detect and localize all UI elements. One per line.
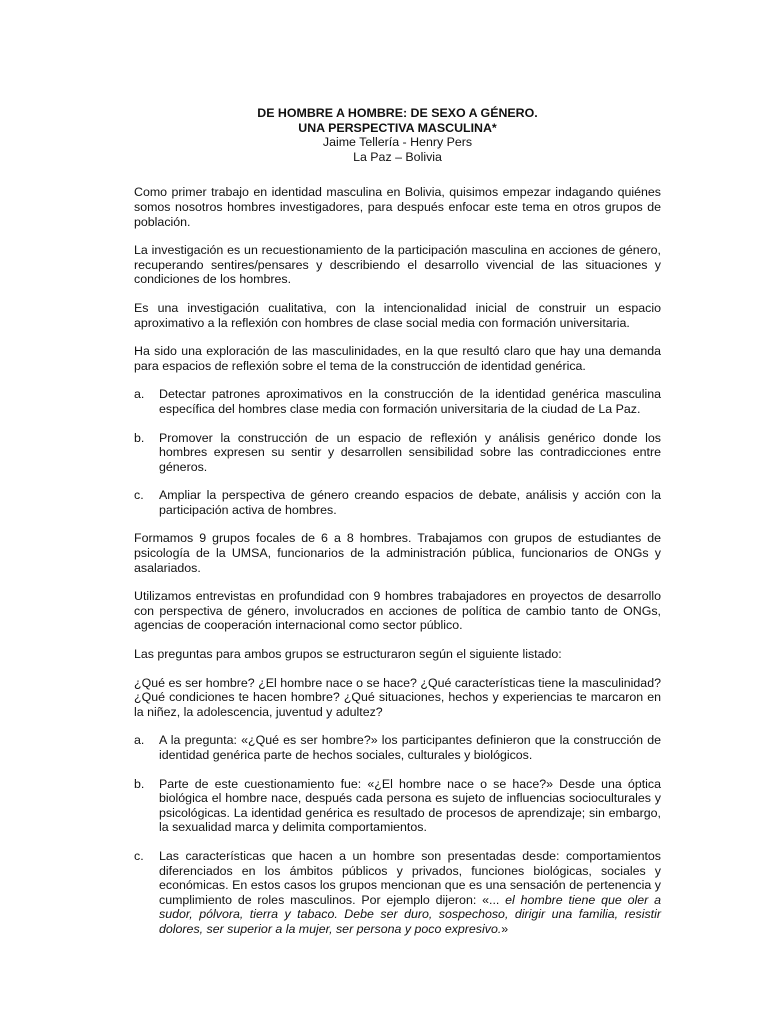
list-marker: b. [134, 776, 145, 791]
list-text: Parte de este cuestionamiento fue: «¿El hombre nace o se hace?» Desde una óptica biológica el hombre nace, después cada persona es sujeto de influencias socioculturales y psicológicas. La identidad genérica es resultado de procesos de aprendizaje; sin embargo, la sexualidad marca y delimita comportamientos. [159, 776, 661, 835]
list-text: Detectar patrones aproximativos en la construcción de la identidad genérica masculina específica del hombres clase media con formación universitaria de la ciudad de La Paz. [159, 387, 661, 416]
paragraph-qualitative: Es una investigación cualitativa, con la intencionalidad inicial de construir un espacio aproximativo a la reflexión con hombres de clase social media con formación universitaria. [134, 300, 661, 330]
list-text-quote: el hombre tiene que oler a sudor, pólvora, tierra y tabaco. Debe ser duro, sospechoso, dirigir una familia, resistir dolores, ser superior a la mujer, ser persona y poco expresivo. [159, 892, 662, 936]
paragraph-investigation: La investigación es un recuestionamiento de la participación masculina en acciones de género, recuperando sentires/pensares y describiendo el desarrollo vivencial de las situaciones y condiciones de los hombres. [134, 243, 661, 287]
paragraph-interviews: Utilizamos entrevistas en profundidad con 9 hombres trabajadores en proyectos de desarrollo con perspectiva de género, involucrados en acciones de política de cambio tanto de ONGs, agencias de cooperación internacional como sector público. [134, 589, 661, 633]
title-line-2: UNA PERSPECTIVA MASCULINA* [298, 120, 497, 135]
list-marker: c. [134, 848, 144, 863]
list-item [134, 733, 661, 762]
list-item [134, 488, 661, 517]
place: La Paz – Bolivia [353, 149, 442, 164]
list-marker: c. [134, 488, 144, 503]
paragraph-questions-intro: Las preguntas para ambos grupos se estructuraron según el siguiente listado: [134, 647, 562, 662]
list-item [134, 387, 661, 416]
list-text-close: » [501, 921, 509, 936]
document-page [134, 106, 661, 951]
list-text: Ampliar la perspectiva de género creando espacios de debate, análisis y acción con la participación activa de hombres. [159, 488, 661, 517]
list-text: Promover la construcción de un espacio de reflexión y análisis genérico donde los hombres expresen su sentir y desarrollen sensibilidad sobre las contradicciones entre géneros. [159, 430, 661, 474]
list-marker: b. [134, 430, 145, 445]
list-item [134, 849, 661, 937]
list-text [159, 849, 661, 937]
list-item [134, 777, 661, 835]
paragraph-questions: ¿Qué es ser hombre? ¿El hombre nace o se hace? ¿Qué características tiene la masculinidad? ¿Qué condiciones te hacen hombre? ¿Qué situaciones, hechos y experiencias te marcaron en la niñez, la adolescencia, juventud y adultez? [134, 675, 661, 719]
list-text: A la pregunta: «¿Qué es ser hombre?» los participantes definieron que la construcción de identidad genérica parte de hechos sociales, culturales y biológicos. [159, 733, 661, 762]
paragraph-intro: Como primer trabajo en identidad masculina en Bolivia, quisimos empezar indagando quiénes somos nosotros hombres investigadores, para después enfocar este tema en otros grupos de población. [134, 185, 661, 229]
list-item [134, 431, 661, 475]
list-marker: a. [134, 387, 145, 402]
document-header [134, 106, 661, 164]
authors: Jaime Tellería - Henry Pers [322, 135, 473, 150]
paragraph-focus-groups: Formamos 9 grupos focales de 6 a 8 hombres. Trabajamos con grupos de estudiantes de psicología de la UMSA, funcionarios de la administración pública, funcionarios de ONGs y asalariados. [134, 531, 661, 575]
list-text-plain: Las características que hacen a un hombre son presentadas desde: comportamientos diferenciados en los ámbitos públicos y privados, funciones biológicas, sociales y económicas. En estos casos los grupos mencionan que es una sensación de pertenencia y cumplimiento de roles masculinos. Por ejemplo dijeron: «... [159, 848, 661, 907]
title-line-1: DE HOMBRE A HOMBRE: DE SEXO A GÉNERO. [257, 106, 538, 120]
list-marker: a. [134, 733, 145, 748]
paragraph-exploration: Ha sido una exploración de las masculinidades, en la que resultó claro que hay una demanda para espacios de reflexión sobre el tema de la construcción de identidad genérica. [134, 344, 661, 373]
